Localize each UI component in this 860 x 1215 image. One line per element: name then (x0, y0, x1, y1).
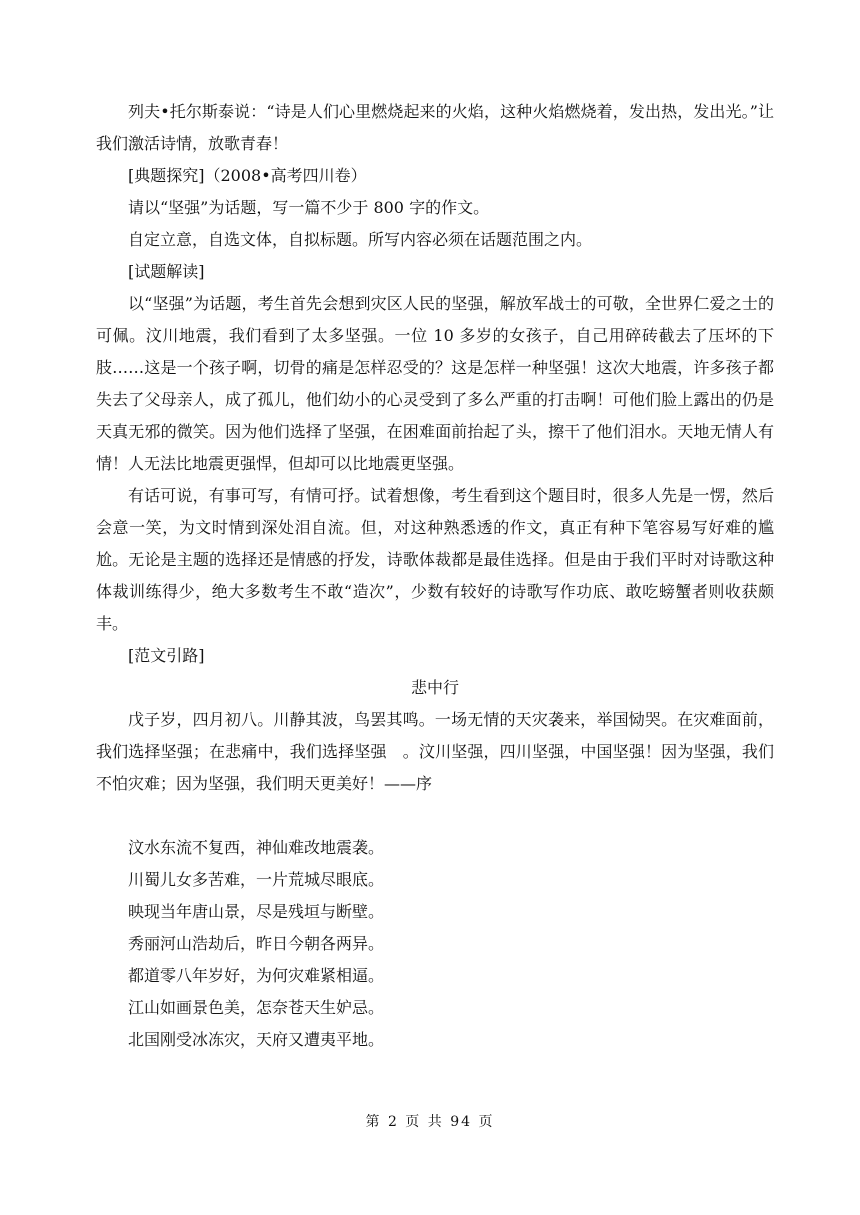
poem-line: 汶水东流不复西，神仙难改地震袭。 (128, 838, 385, 857)
prompt-requirements: 自定立意，自选文体，自拟标题。所写内容必须在话题范围之内。 (128, 230, 593, 249)
essay-preface: 戊子岁，四月初八。川静其波，鸟罢其鸣。一场无情的天灾袭来，举国恸哭。在灾难面前，我们选择坚强；在悲痛中，我们选择坚强 。汶川坚强，四川坚强，中国坚强！因为坚强，我们不怕灾难；因为坚强，我们明天更美好！——序 (96, 710, 774, 793)
poem-line: 川蜀儿女多苦难，一片荒城尽眼底。 (128, 870, 385, 889)
model-heading: [范文引路] (128, 646, 205, 665)
poem-line: 北国刚受冰冻灾，天府又遭夷平地。 (128, 1030, 385, 1049)
exam-heading: [典题探究]（2008•高考四川卷） (128, 166, 367, 185)
poem-line: 江山如画景色美，怎奈苍天生妒忌。 (128, 998, 385, 1017)
analysis-paragraph: 以“坚强”为话题，考生首先会想到灾区人民的坚强，解放军战士的可敬，全世界仁爱之士的可佩。汶川地震，我们看到了太多坚强。一位 10 多岁的女孩子，自己用碎砖截去了压坏的下肢……这是一个孩子啊，切骨的痛是怎样忍受的？这是怎样一种坚强！这次大地震，许多孩子都失去了父母亲人，成了孤儿，他们幼小的心灵受到了多么严重的打击啊！可他们脸上露出的仍是天真无邪的微笑。因为他们选择了坚强，在困难面前抬起了头，擦干了他们泪水。天地无情人有情！人无法比地震更强悍，但却可以比地震更坚强。 (96, 294, 774, 473)
poem-line: 映现当年唐山景，尽是残垣与断壁。 (128, 902, 385, 921)
poem-line: 都道零八年岁好，为何灾难紧相逼。 (128, 966, 385, 985)
document-body (96, 96, 774, 1056)
essay-title: 悲中行 (410, 678, 459, 697)
prompt-line: 请以“坚强”为话题，写一篇不少于 800 字的作文。 (128, 198, 490, 217)
intro-paragraph: 列夫•托尔斯泰说：“诗是人们心里燃烧起来的火焰，这种火焰燃烧着，发出热，发出光。”让我们激活诗情，放歌青春！ (96, 102, 774, 153)
page-number-footer: 第 2 页 共 94 页 (365, 1114, 495, 1130)
analysis-heading: [试题解读] (128, 262, 205, 281)
poem-line: 秀丽河山浩劫后，昨日今朝各两异。 (128, 934, 385, 953)
blank-line (96, 800, 774, 832)
analysis-paragraph: 有话可说，有事可写，有情可抒。试着想像，考生看到这个题目时，很多人先是一愣，然后会意一笑，为文时情到深处泪自流。但，对这种熟悉透的作文，真正有种下笔容易写好难的尴尬。无论是主题的选择还是情感的抒发，诗歌体裁都是最佳选择。但是由于我们平时对诗歌这种体裁训练得少，绝大多数考生不敢“造次”，少数有较好的诗歌写作功底、敢吃螃蟹者则收获颇丰。 (96, 486, 774, 633)
